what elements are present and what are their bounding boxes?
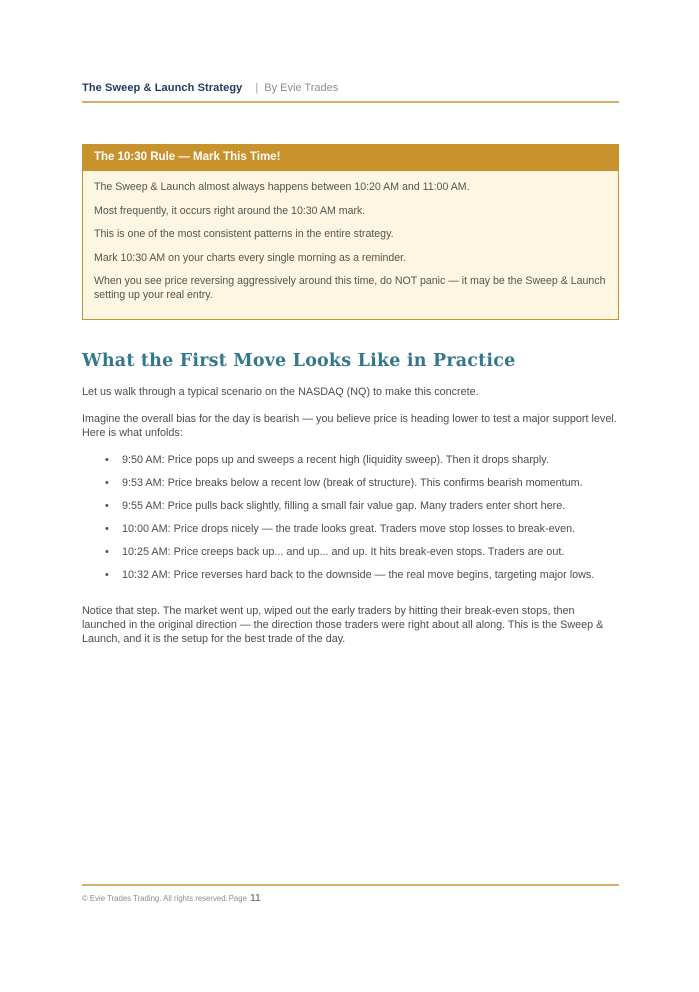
closing-paragraph: Notice that step. The market went up, wiped out the early traders by hitting their break-even stops, then launched in the original direction — the direction those traders were right about all along. This is the Sweep & Launch, and it is the setup for the best trade of the day. [82, 605, 604, 645]
bullet-icon: • [105, 477, 109, 489]
body-paragraph: Imagine the overall bias for the day is bearish — you believe price is heading lower to test a major support level. Here is what unfolds: [82, 413, 617, 439]
footer-divider [82, 884, 619, 886]
list-item-text: 9:50 AM: Price pops up and sweeps a recent high (liquidity sweep). Then it drops sharply. [122, 454, 549, 466]
callout-paragraph: Mark 10:30 AM on your charts every single morning as a reminder. [94, 251, 407, 264]
list-item [82, 568, 619, 582]
list-item [82, 499, 619, 513]
bullet-icon: • [105, 569, 109, 581]
page-content [82, 0, 619, 646]
footer-page-label: Page [228, 894, 247, 903]
footer-line [82, 892, 619, 904]
callout-title: The 10:30 Rule — Mark This Time! [83, 145, 618, 171]
body-paragraph: Let us walk through a typical scenario on the NASDAQ (NQ) to make this concrete. [82, 386, 479, 398]
bullet-icon: • [105, 500, 109, 512]
callout-box [82, 144, 619, 320]
document-title: The Sweep & Launch Strategy [82, 82, 243, 94]
callout-paragraph: The Sweep & Launch almost always happens between 10:20 AM and 11:00 AM. [94, 181, 470, 193]
list-item [82, 453, 619, 467]
list-item-text: 9:55 AM: Price pulls back slightly, filling a small fair value gap. Many traders enter short here. [122, 500, 566, 512]
scenario-list [82, 453, 619, 582]
document-byline: By Evie Trades [264, 82, 339, 94]
footer-copyright: © Evie Trades Trading. All rights reserved. [82, 894, 228, 903]
document-header [82, 82, 619, 95]
footer-page-number: 11 [249, 892, 261, 904]
list-item-text: 10:00 AM: Price drops nicely — the trade looks great. Traders move stop losses to break-even. [122, 523, 576, 535]
bullet-icon: • [105, 454, 109, 466]
callout-paragraph: This is one of the most consistent patterns in the entire strategy. [94, 228, 394, 240]
callout-body [83, 171, 618, 319]
section-heading: What the First Move Looks Like in Practice [82, 351, 516, 371]
callout-paragraph: When you see price reversing aggressively around this time, do NOT panic — it may be the Sweep & Launch setting up your real entry. [94, 275, 606, 301]
list-item [82, 522, 619, 536]
callout-paragraph: Most frequently, it occurs right around the 10:30 AM mark. [94, 204, 366, 217]
list-item-text: 10:25 AM: Price creeps back up... and up... and up. It hits break-even stops. Traders are out. [122, 546, 565, 558]
list-item-text: 9:53 AM: Price breaks below a recent low (break of structure). This confirms bearish momentum. [122, 477, 583, 489]
list-item-text: 10:32 AM: Price reverses hard back to the downside — the real move begins, targeting major lows. [122, 569, 595, 581]
bullet-icon: • [105, 523, 109, 535]
list-item [82, 545, 619, 559]
bullet-icon: • [105, 546, 109, 558]
list-item [82, 476, 619, 490]
document-footer [82, 884, 619, 904]
header-divider [82, 101, 619, 103]
header-separator: | [255, 82, 259, 94]
